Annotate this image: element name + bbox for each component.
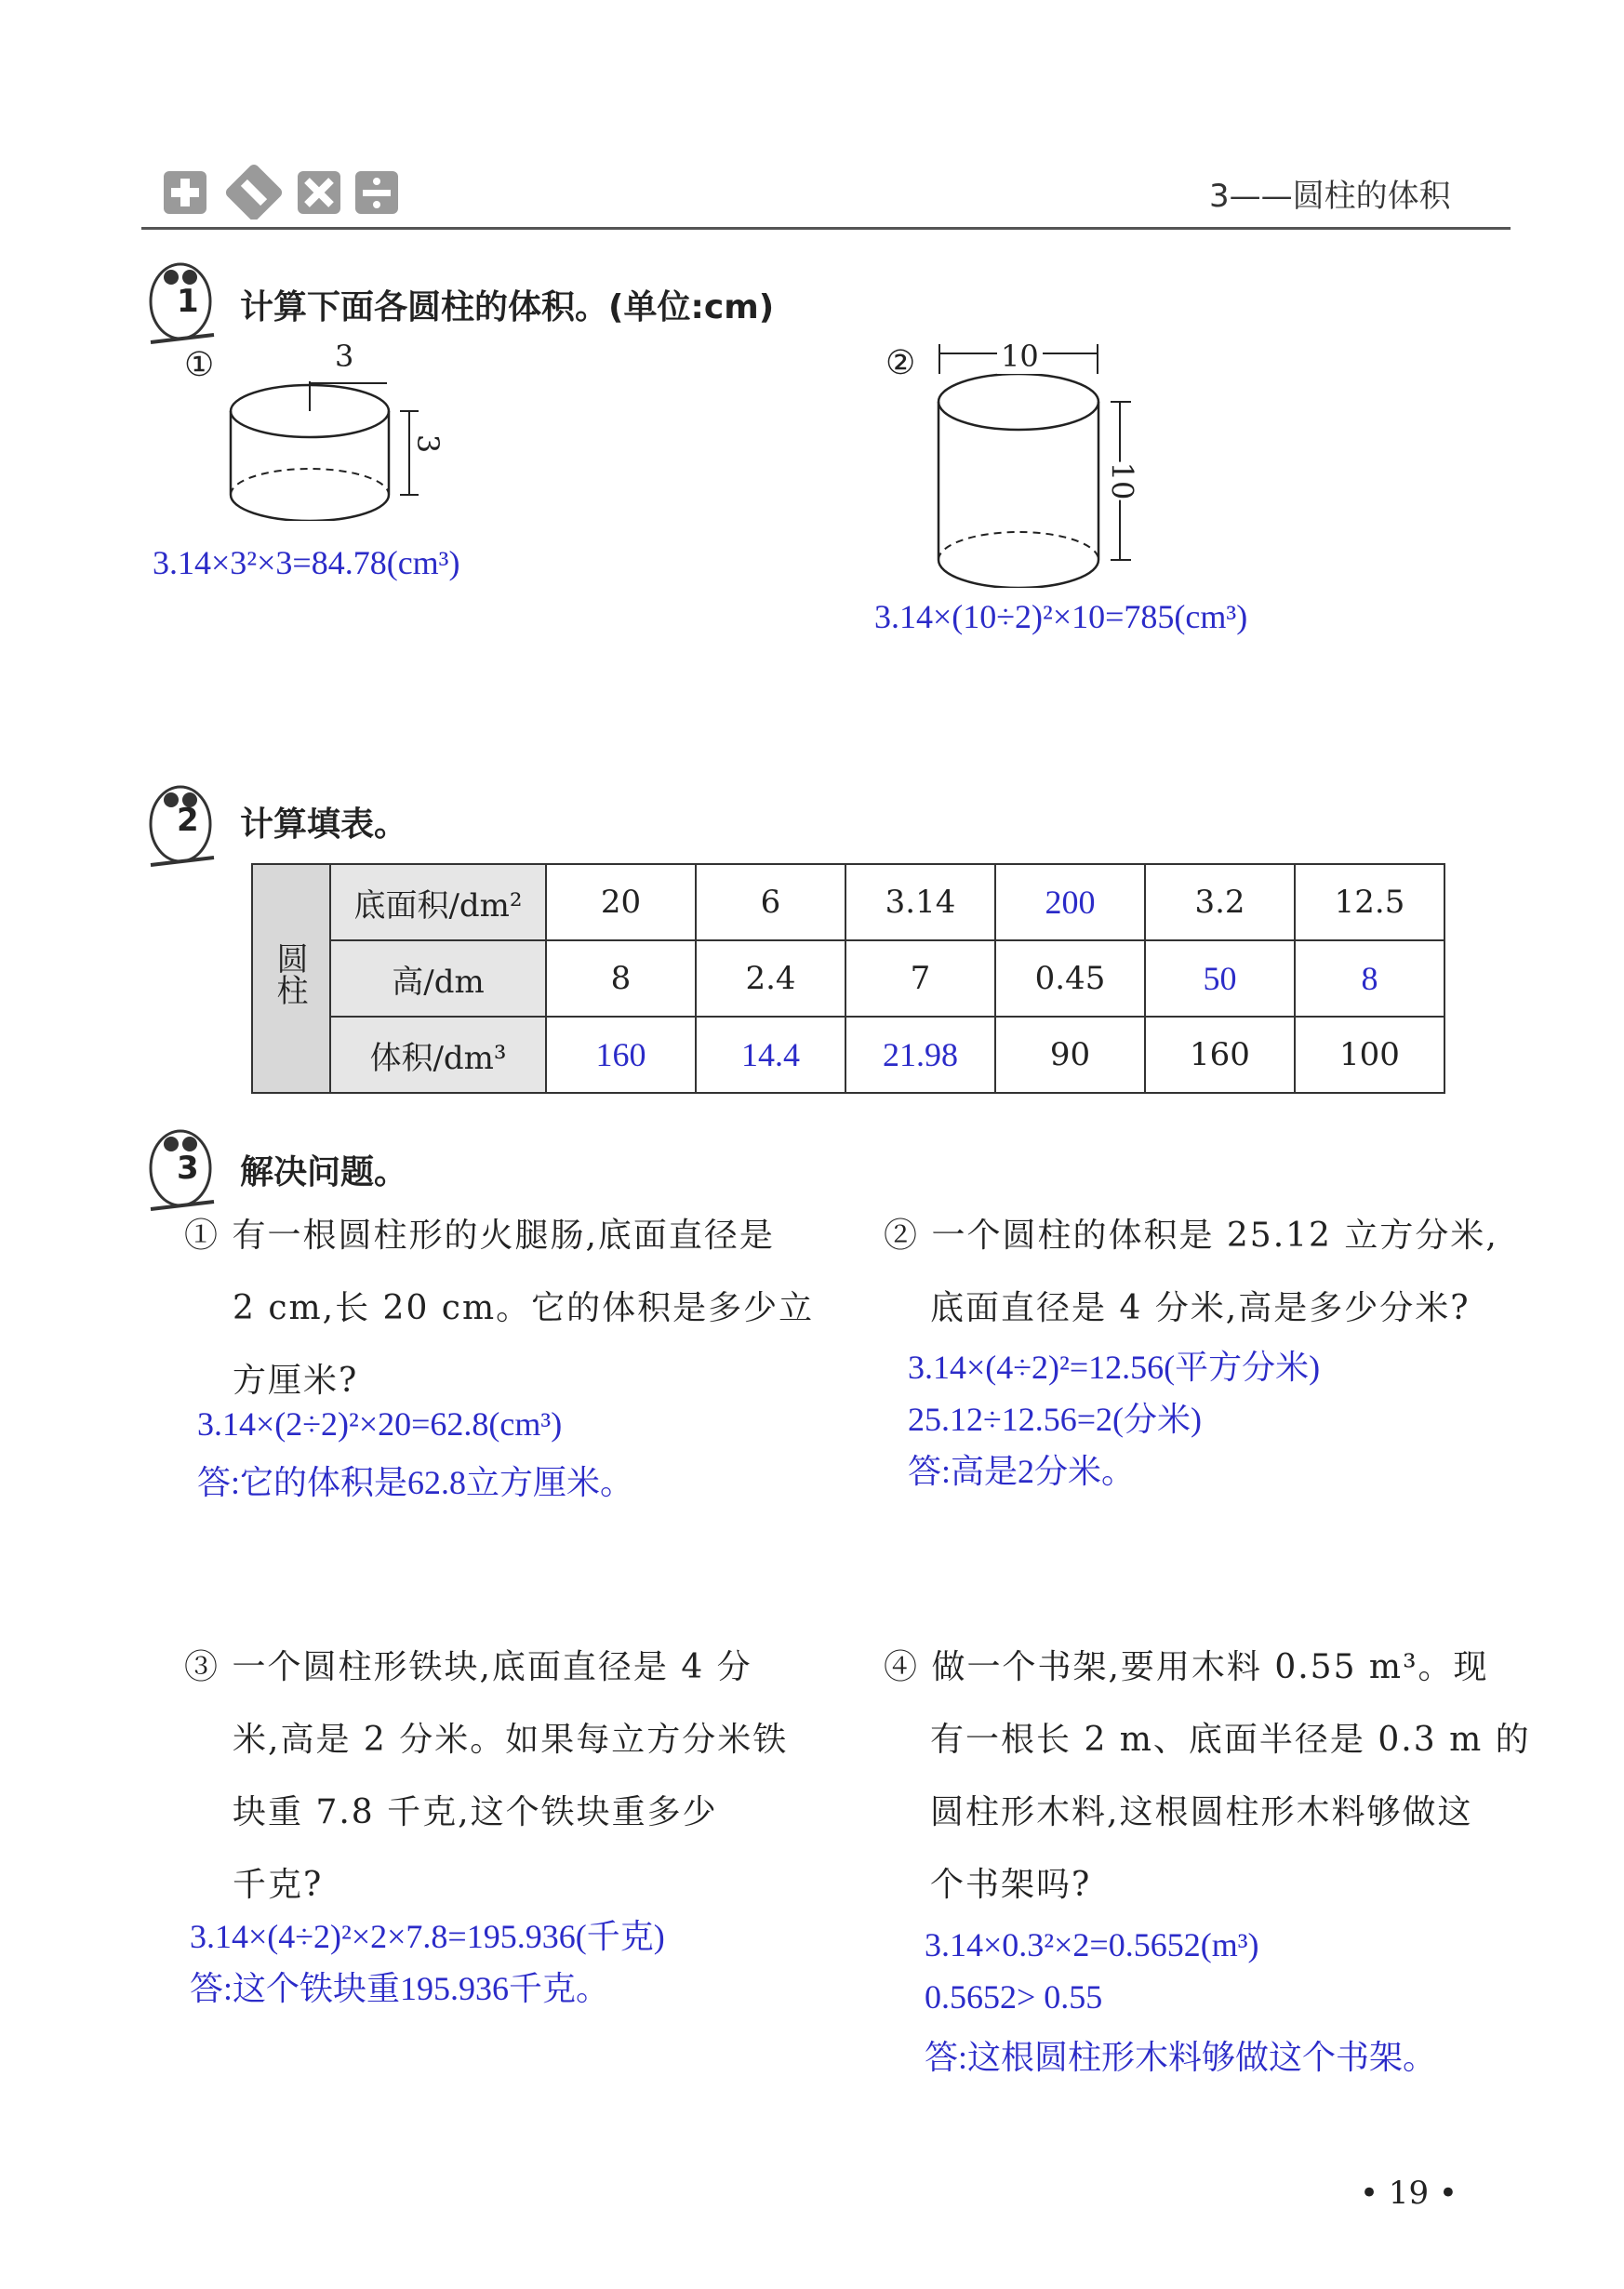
problem-4-answer: 3.14×0.3²×2=0.5652(m³) [925, 1926, 1259, 1963]
problem-1-line: 2 cm,长 20 cm。它的体积是多少立 [233, 1289, 815, 1327]
problem-4-line: 有一根长 2 m、底面半径是 0.3 m 的 [930, 1721, 1531, 1759]
table-side-label: 圆柱 [252, 864, 330, 1093]
fig2-label: ② [885, 344, 918, 382]
header-rule [141, 227, 1511, 230]
problem-2-line: ② 一个圆柱的体积是 25.12 立方分米, [884, 1217, 1498, 1255]
table-cell: 3.14 [845, 864, 995, 940]
fig1-height: 3 [410, 433, 446, 454]
section1-number: 1 [177, 283, 199, 320]
problem-3-answer: 答:这个铁块重195.936千克。 [190, 1970, 610, 2007]
fig1-answer: 3.14×3²×3=84.78(cm³) [153, 544, 460, 581]
table-cell: 6 [696, 864, 845, 940]
problem-2-line: 底面直径是 4 分米,高是多少分米? [930, 1289, 1471, 1327]
row-head-volume: 体积/dm³ [330, 1017, 546, 1093]
problem-3-line: 块重 7.8 千克,这个铁块重多少 [233, 1793, 718, 1831]
fig2-diameter: 10 [997, 339, 1043, 374]
fig2-height: 10 [1104, 461, 1140, 500]
table-cell-answer: 200 [995, 864, 1145, 940]
problem-2-answer: 答:高是2分米。 [908, 1453, 1136, 1490]
problem-3-line: ③ 一个圆柱形铁块,底面直径是 4 分 [184, 1648, 752, 1686]
section3-title: 解决问题。 [240, 1153, 408, 1191]
problem-4-answer: 0.5652> 0.55 [925, 1978, 1103, 2016]
row-head-base-area: 底面积/dm² [330, 864, 546, 940]
table-row [252, 1017, 1444, 1093]
fig2-answer: 3.14×(10÷2)²×10=785(cm³) [874, 598, 1248, 635]
problem-2-answer: 25.12÷12.56=2(分米) [908, 1401, 1203, 1438]
problem-3-line: 米,高是 2 分米。如果每立方分米铁 [233, 1721, 789, 1759]
volume-table [251, 863, 1445, 1094]
table-cell: 100 [1295, 1017, 1444, 1093]
table-cell: 12.5 [1295, 864, 1444, 940]
table-row [252, 864, 1444, 940]
problem-1-line: ① 有一根圆柱形的火腿肠,底面直径是 [184, 1217, 775, 1255]
table-cell: 3.2 [1145, 864, 1295, 940]
problem-4-answer: 答:这根圆柱形木料够做这个书架。 [925, 2039, 1437, 2076]
chapter-title: 3——圆柱的体积 [1209, 178, 1451, 215]
table-cell: 7 [845, 940, 995, 1017]
table-cell: 0.45 [995, 940, 1145, 1017]
table-cell: 8 [546, 940, 696, 1017]
section1-title: 计算下面各圆柱的体积。(单位:cm) [240, 288, 775, 326]
table-cell: 2.4 [696, 940, 845, 1017]
section2-title: 计算填表。 [240, 805, 408, 844]
table-cell: 20 [546, 864, 696, 940]
fig1-radius: 3 [335, 339, 354, 374]
problem-3-line: 千克? [233, 1866, 324, 1904]
problem-3-answer: 3.14×(4÷2)²×2×7.8=195.936(千克) [190, 1918, 665, 1955]
problem-1-answer: 答:它的体积是62.8立方厘米。 [197, 1464, 634, 1501]
problem-4-line: 个书架吗? [930, 1866, 1092, 1904]
fig1-label: ① [184, 346, 217, 384]
problem-4-line: 圆柱形木料,这根圆柱形木料够做这 [930, 1793, 1473, 1831]
header-symbols [158, 160, 400, 220]
problem-1-answer: 3.14×(2÷2)²×20=62.8(cm³) [197, 1405, 563, 1443]
problem-2-answer: 3.14×(4÷2)²=12.56(平方分米) [908, 1349, 1321, 1386]
table-cell: 90 [995, 1017, 1145, 1093]
table-cell-answer: 21.98 [845, 1017, 995, 1093]
table-cell-answer: 50 [1145, 940, 1295, 1017]
problem-4-line: ④ 做一个书架,要用木料 0.55 m³。现 [884, 1648, 1489, 1686]
table-cell-answer: 14.4 [696, 1017, 845, 1093]
problem-1-line: 方厘米? [233, 1362, 359, 1400]
table-cell: 160 [1145, 1017, 1295, 1093]
operator-symbols-icon [158, 160, 400, 220]
table-cell-answer: 160 [546, 1017, 696, 1093]
row-head-height: 高/dm [330, 940, 546, 1017]
table-cell-answer: 8 [1295, 940, 1444, 1017]
table-row [252, 940, 1444, 1017]
section2-number: 2 [177, 802, 199, 839]
section3-number: 3 [177, 1150, 199, 1187]
page-number: • 19 • [1360, 2175, 1458, 2212]
